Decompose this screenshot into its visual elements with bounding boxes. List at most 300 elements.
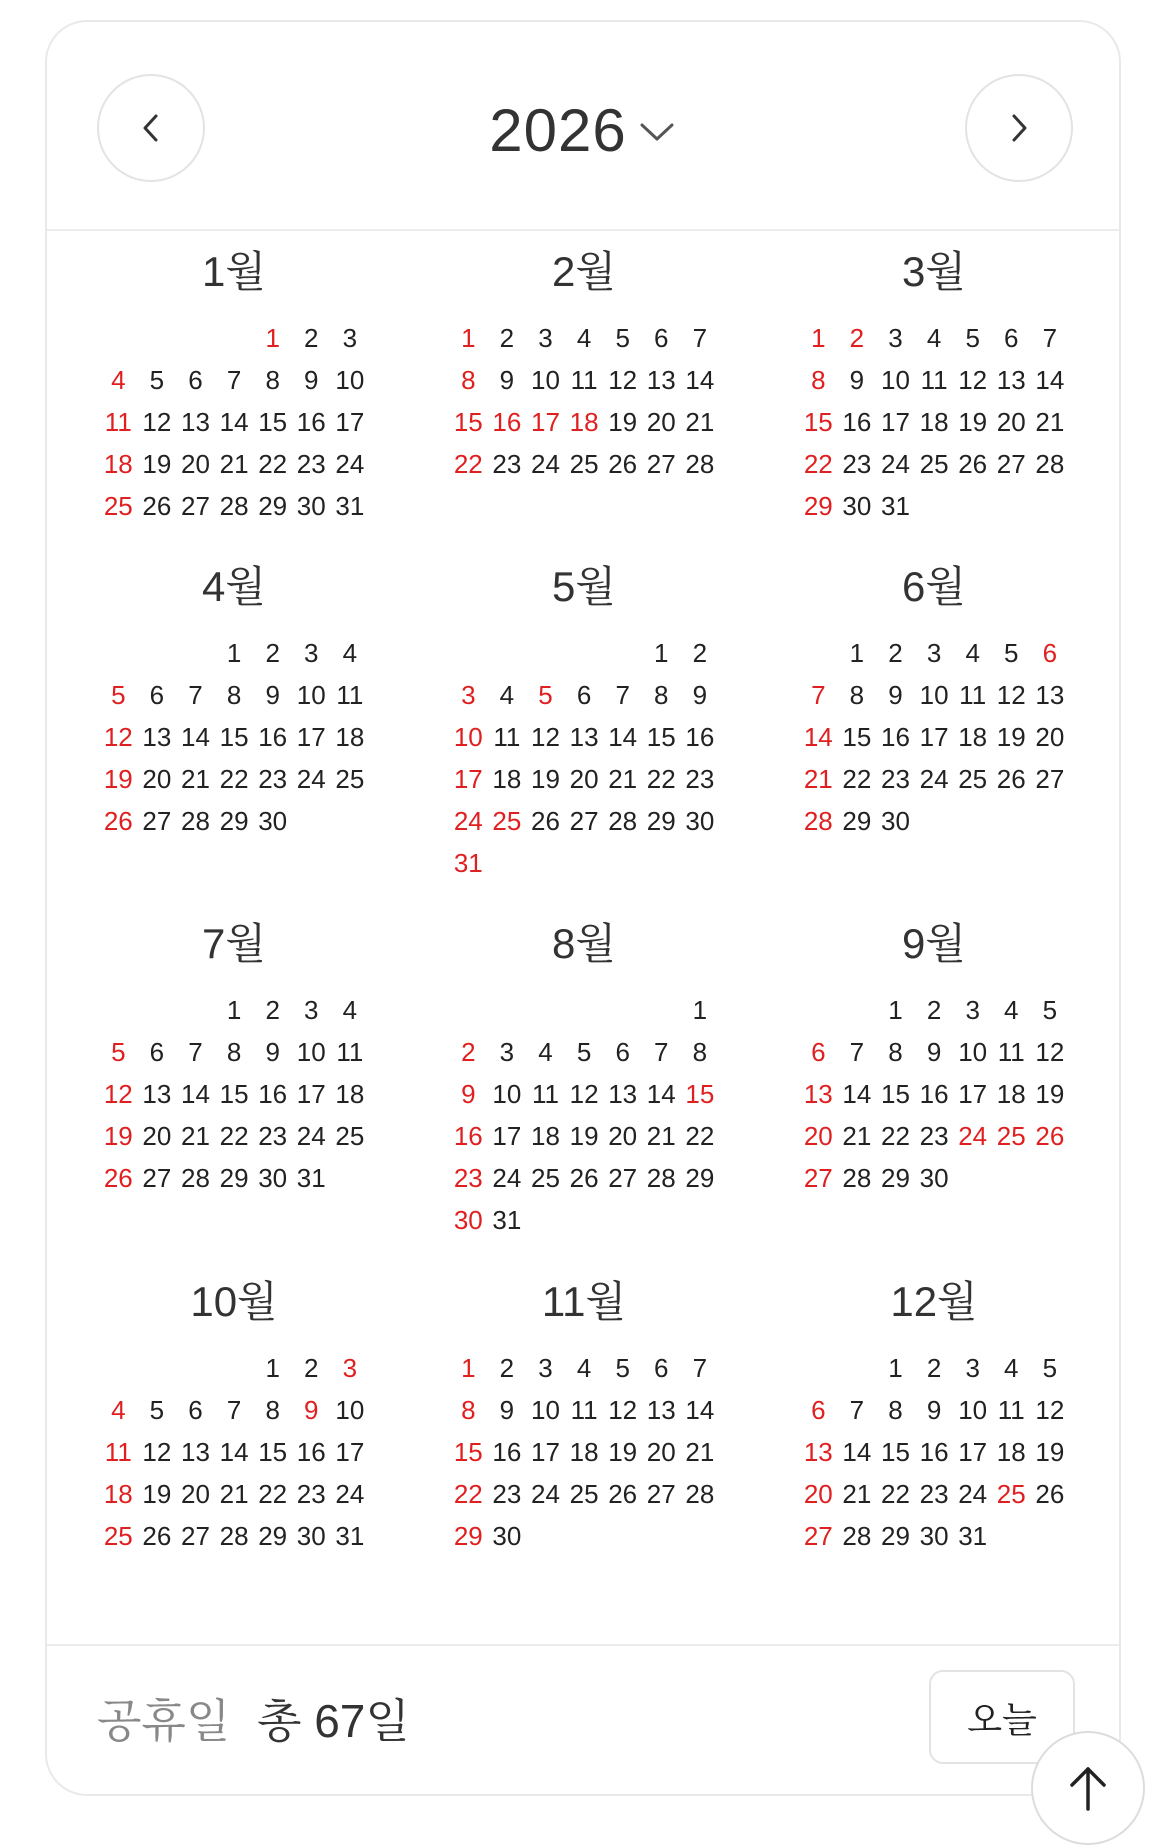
day-cell[interactable]: 16 (258, 722, 288, 752)
day-cell[interactable]: 14 (219, 407, 249, 437)
day-cell[interactable]: 4 (499, 680, 515, 710)
day-cell[interactable]: 5 (965, 323, 980, 353)
day-cell[interactable]: 3 (965, 995, 980, 1025)
day-cell[interactable]: 28 (842, 1163, 872, 1193)
day-cell[interactable]: 11 (493, 722, 521, 752)
day-cell[interactable]: 29 (842, 806, 872, 836)
day-cell[interactable]: 8 (461, 365, 476, 395)
day-cell[interactable]: 2 (304, 323, 319, 353)
day-cell[interactable]: 2 (499, 323, 515, 353)
day-cell[interactable]: 12 (1035, 1037, 1065, 1067)
day-cell[interactable]: 15 (685, 1079, 715, 1109)
day-cell[interactable]: 3 (926, 638, 942, 668)
day-cell[interactable]: 15 (842, 722, 872, 752)
day-cell[interactable]: 15 (219, 1079, 249, 1109)
day-cell[interactable]: 31 (296, 1163, 326, 1193)
day-cell[interactable]: 20 (181, 449, 210, 479)
day-cell[interactable]: 8 (849, 680, 865, 710)
day-cell[interactable]: 30 (685, 806, 715, 836)
day-cell[interactable]: 24 (958, 1121, 988, 1151)
day-cell[interactable]: 28 (608, 806, 638, 836)
day-cell[interactable]: 16 (919, 1079, 949, 1109)
day-cell[interactable]: 21 (842, 1479, 872, 1509)
day-cell[interactable]: 2 (888, 638, 903, 668)
day-cell[interactable]: 22 (842, 764, 872, 794)
day-cell[interactable]: 24 (335, 449, 365, 479)
day-cell[interactable]: 21 (181, 1121, 210, 1151)
day-cell[interactable]: 22 (646, 764, 676, 794)
day-cell[interactable]: 12 (608, 1395, 638, 1425)
day-cell[interactable]: 19 (996, 722, 1026, 752)
day-cell[interactable]: 26 (142, 491, 172, 521)
day-cell[interactable]: 20 (803, 1479, 833, 1509)
day-cell[interactable]: 28 (181, 1163, 210, 1193)
day-cell[interactable]: 20 (646, 1437, 676, 1467)
day-cell[interactable]: 9 (849, 365, 865, 395)
day-cell[interactable]: 7 (1042, 323, 1058, 353)
day-cell[interactable]: 27 (646, 449, 676, 479)
day-cell[interactable]: 26 (608, 449, 638, 479)
day-cell[interactable]: 17 (492, 1121, 522, 1151)
day-cell[interactable]: 18 (335, 1079, 365, 1109)
day-cell[interactable]: 12 (531, 722, 560, 752)
day-cell[interactable]: 23 (881, 764, 910, 794)
day-cell[interactable]: 21 (842, 1121, 872, 1151)
day-cell[interactable]: 10 (881, 365, 910, 395)
day-cell[interactable]: 6 (654, 1353, 669, 1383)
day-cell[interactable]: 16 (842, 407, 872, 437)
day-cell[interactable]: 14 (181, 1079, 210, 1109)
day-cell[interactable]: 9 (692, 680, 708, 710)
day-cell[interactable]: 29 (453, 1521, 483, 1551)
day-cell[interactable]: 17 (335, 1437, 365, 1467)
day-cell[interactable]: 5 (111, 1037, 126, 1067)
day-cell[interactable]: 31 (492, 1205, 522, 1235)
day-cell[interactable]: 9 (304, 365, 319, 395)
day-cell[interactable]: 25 (569, 449, 599, 479)
day-cell[interactable]: 8 (888, 1395, 903, 1425)
day-cell[interactable]: 13 (181, 407, 210, 437)
day-cell[interactable]: 23 (685, 764, 715, 794)
day-cell[interactable]: 7 (188, 1037, 203, 1067)
today-button[interactable]: 오늘 (929, 1670, 1075, 1764)
day-cell[interactable]: 13 (142, 722, 172, 752)
day-cell[interactable]: 5 (615, 1353, 630, 1383)
day-cell[interactable]: 30 (881, 806, 910, 836)
day-cell[interactable]: 13 (646, 365, 676, 395)
day-cell[interactable]: 6 (811, 1395, 826, 1425)
day-cell[interactable]: 18 (103, 1479, 133, 1509)
day-cell[interactable]: 17 (919, 722, 949, 752)
day-cell[interactable]: 21 (646, 1121, 676, 1151)
day-cell[interactable]: 10 (296, 1037, 326, 1067)
day-cell[interactable]: 14 (219, 1437, 249, 1467)
day-cell[interactable]: 25 (492, 806, 522, 836)
day-cell[interactable]: 12 (996, 680, 1026, 710)
day-cell[interactable]: 23 (453, 1163, 483, 1193)
day-cell[interactable]: 10 (453, 722, 483, 752)
day-cell[interactable]: 9 (304, 1395, 319, 1425)
day-cell[interactable]: 22 (881, 1479, 910, 1509)
day-cell[interactable]: 26 (103, 806, 133, 836)
day-cell[interactable]: 18 (996, 1079, 1026, 1109)
day-cell[interactable]: 26 (608, 1479, 638, 1509)
day-cell[interactable]: 11 (336, 1037, 364, 1067)
day-cell[interactable]: 15 (803, 407, 833, 437)
day-cell[interactable]: 8 (692, 1037, 708, 1067)
day-cell[interactable]: 4 (111, 1395, 126, 1425)
day-cell[interactable]: 2 (926, 995, 942, 1025)
day-cell[interactable]: 25 (919, 449, 949, 479)
day-cell[interactable]: 28 (803, 806, 833, 836)
day-cell[interactable]: 21 (219, 449, 249, 479)
day-cell[interactable]: 29 (881, 1521, 910, 1551)
day-cell[interactable]: 18 (958, 722, 988, 752)
day-cell[interactable]: 22 (258, 1479, 288, 1509)
day-cell[interactable]: 5 (1042, 995, 1058, 1025)
day-cell[interactable]: 11 (997, 1395, 1025, 1425)
year-select[interactable] (47, 80, 1119, 180)
day-cell[interactable]: 6 (188, 365, 203, 395)
day-cell[interactable]: 24 (919, 764, 949, 794)
day-cell[interactable]: 14 (646, 1079, 676, 1109)
day-cell[interactable]: 13 (142, 1079, 172, 1109)
day-cell[interactable]: 11 (920, 365, 948, 395)
day-cell[interactable]: 19 (958, 407, 988, 437)
day-cell[interactable]: 21 (219, 1479, 249, 1509)
day-cell[interactable]: 30 (492, 1521, 522, 1551)
day-cell[interactable]: 1 (265, 323, 280, 353)
day-cell[interactable]: 1 (226, 638, 242, 668)
day-cell[interactable]: 5 (576, 1037, 592, 1067)
day-cell[interactable]: 8 (226, 1037, 242, 1067)
day-cell[interactable]: 23 (919, 1479, 949, 1509)
day-cell[interactable]: 7 (615, 680, 630, 710)
day-cell[interactable]: 23 (258, 1121, 288, 1151)
day-cell[interactable]: 9 (499, 1395, 515, 1425)
day-cell[interactable]: 10 (492, 1079, 522, 1109)
day-cell[interactable]: 1 (811, 323, 826, 353)
day-cell[interactable]: 24 (492, 1163, 522, 1193)
day-cell[interactable]: 12 (103, 1079, 133, 1109)
day-cell[interactable]: 27 (996, 449, 1026, 479)
day-cell[interactable]: 10 (958, 1395, 988, 1425)
day-cell[interactable]: 4 (576, 1353, 592, 1383)
day-cell[interactable]: 6 (188, 1395, 203, 1425)
day-cell[interactable]: 11 (570, 365, 598, 395)
day-cell[interactable]: 6 (1004, 323, 1019, 353)
day-cell[interactable]: 4 (111, 365, 126, 395)
day-cell[interactable]: 10 (531, 1395, 560, 1425)
day-cell[interactable]: 2 (926, 1353, 942, 1383)
day-cell[interactable]: 25 (569, 1479, 599, 1509)
day-cell[interactable]: 13 (803, 1079, 833, 1109)
day-cell[interactable]: 19 (1035, 1079, 1065, 1109)
day-cell[interactable]: 26 (996, 764, 1026, 794)
day-cell[interactable]: 22 (803, 449, 833, 479)
day-cell[interactable]: 20 (803, 1121, 833, 1151)
day-cell[interactable]: 11 (531, 1079, 559, 1109)
day-cell[interactable]: 19 (103, 764, 133, 794)
day-cell[interactable]: 11 (959, 680, 987, 710)
day-cell[interactable]: 6 (149, 680, 165, 710)
day-cell[interactable]: 16 (919, 1437, 949, 1467)
day-cell[interactable]: 20 (646, 407, 676, 437)
day-cell[interactable]: 23 (296, 1479, 326, 1509)
day-cell[interactable]: 27 (569, 806, 599, 836)
day-cell[interactable]: 28 (646, 1163, 676, 1193)
day-cell[interactable]: 16 (492, 1437, 522, 1467)
day-cell[interactable]: 29 (646, 806, 676, 836)
day-cell[interactable]: 29 (258, 1521, 288, 1551)
day-cell[interactable]: 18 (492, 764, 522, 794)
day-cell[interactable]: 11 (570, 1395, 598, 1425)
day-cell[interactable]: 25 (958, 764, 988, 794)
day-cell[interactable]: 30 (453, 1205, 483, 1235)
day-cell[interactable]: 12 (569, 1079, 599, 1109)
day-cell[interactable]: 10 (919, 680, 949, 710)
day-cell[interactable]: 5 (538, 680, 553, 710)
day-cell[interactable]: 28 (685, 1479, 715, 1509)
day-cell[interactable]: 3 (888, 323, 903, 353)
day-cell[interactable]: 25 (103, 1521, 133, 1551)
day-cell[interactable]: 22 (219, 1121, 249, 1151)
day-cell[interactable]: 4 (342, 995, 358, 1025)
day-cell[interactable]: 7 (654, 1037, 669, 1067)
day-cell[interactable]: 20 (569, 764, 599, 794)
day-cell[interactable]: 4 (538, 1037, 553, 1067)
day-cell[interactable]: 2 (849, 323, 865, 353)
day-cell[interactable]: 3 (538, 1353, 553, 1383)
day-cell[interactable]: 9 (926, 1037, 942, 1067)
day-cell[interactable]: 22 (453, 1479, 483, 1509)
day-cell[interactable]: 8 (461, 1395, 476, 1425)
day-cell[interactable]: 27 (608, 1163, 638, 1193)
scroll-top-button[interactable] (1031, 1731, 1145, 1845)
day-cell[interactable]: 13 (569, 722, 599, 752)
day-cell[interactable]: 17 (958, 1437, 988, 1467)
day-cell[interactable]: 13 (646, 1395, 676, 1425)
day-cell[interactable]: 7 (849, 1395, 865, 1425)
day-cell[interactable]: 10 (958, 1037, 988, 1067)
day-cell[interactable]: 1 (461, 323, 476, 353)
day-cell[interactable]: 2 (304, 1353, 319, 1383)
day-cell[interactable]: 18 (335, 722, 365, 752)
day-cell[interactable]: 2 (461, 1037, 476, 1067)
day-cell[interactable]: 22 (258, 449, 288, 479)
day-cell[interactable]: 13 (803, 1437, 833, 1467)
day-cell[interactable]: 13 (996, 365, 1026, 395)
day-cell[interactable]: 15 (258, 1437, 288, 1467)
day-cell[interactable]: 17 (531, 1437, 560, 1467)
day-cell[interactable]: 30 (919, 1521, 949, 1551)
day-cell[interactable]: 3 (538, 323, 553, 353)
day-cell[interactable]: 17 (881, 407, 910, 437)
day-cell[interactable]: 31 (881, 491, 910, 521)
day-cell[interactable]: 28 (181, 806, 210, 836)
day-cell[interactable]: 25 (996, 1121, 1026, 1151)
day-cell[interactable]: 15 (881, 1079, 910, 1109)
day-cell[interactable]: 18 (531, 1121, 560, 1151)
day-cell[interactable]: 7 (811, 680, 826, 710)
day-cell[interactable]: 27 (803, 1521, 833, 1551)
day-cell[interactable]: 21 (1035, 407, 1065, 437)
day-cell[interactable]: 4 (965, 638, 980, 668)
day-cell[interactable]: 24 (531, 1479, 560, 1509)
day-cell[interactable]: 30 (296, 491, 326, 521)
day-cell[interactable]: 2 (692, 638, 708, 668)
day-cell[interactable]: 26 (1035, 1479, 1065, 1509)
day-cell[interactable]: 27 (181, 1521, 210, 1551)
day-cell[interactable]: 18 (569, 1437, 599, 1467)
day-cell[interactable]: 20 (181, 1479, 210, 1509)
day-cell[interactable]: 25 (531, 1163, 560, 1193)
day-cell[interactable]: 12 (142, 1437, 172, 1467)
day-cell[interactable]: 23 (258, 764, 288, 794)
day-cell[interactable]: 5 (1042, 1353, 1058, 1383)
day-cell[interactable]: 21 (685, 407, 715, 437)
day-cell[interactable]: 17 (531, 407, 560, 437)
day-cell[interactable]: 18 (103, 449, 133, 479)
day-cell[interactable]: 14 (803, 722, 833, 752)
day-cell[interactable]: 1 (654, 638, 669, 668)
day-cell[interactable]: 29 (685, 1163, 715, 1193)
day-cell[interactable]: 23 (842, 449, 872, 479)
day-cell[interactable]: 14 (1035, 365, 1065, 395)
day-cell[interactable]: 21 (803, 764, 833, 794)
day-cell[interactable]: 27 (142, 806, 172, 836)
day-cell[interactable]: 25 (335, 1121, 365, 1151)
day-cell[interactable]: 9 (926, 1395, 942, 1425)
day-cell[interactable]: 16 (685, 722, 715, 752)
day-cell[interactable]: 8 (888, 1037, 903, 1067)
day-cell[interactable]: 4 (1004, 995, 1019, 1025)
day-cell[interactable]: 19 (608, 407, 638, 437)
day-cell[interactable]: 19 (1035, 1437, 1065, 1467)
day-cell[interactable]: 17 (453, 764, 483, 794)
day-cell[interactable]: 20 (142, 1121, 172, 1151)
day-cell[interactable]: 13 (1035, 680, 1065, 710)
day-cell[interactable]: 7 (226, 365, 242, 395)
day-cell[interactable]: 2 (265, 995, 280, 1025)
day-cell[interactable]: 24 (958, 1479, 988, 1509)
day-cell[interactable]: 12 (142, 407, 172, 437)
day-cell[interactable]: 6 (149, 1037, 165, 1067)
day-cell[interactable]: 27 (646, 1479, 676, 1509)
day-cell[interactable]: 7 (188, 680, 203, 710)
day-cell[interactable]: 3 (965, 1353, 980, 1383)
day-cell[interactable]: 2 (265, 638, 280, 668)
day-cell[interactable]: 12 (1035, 1395, 1065, 1425)
day-cell[interactable]: 28 (219, 491, 249, 521)
day-cell[interactable]: 4 (576, 323, 592, 353)
day-cell[interactable]: 8 (654, 680, 669, 710)
day-cell[interactable]: 29 (219, 1163, 249, 1193)
day-cell[interactable]: 28 (1035, 449, 1065, 479)
day-cell[interactable]: 17 (958, 1079, 988, 1109)
day-cell[interactable]: 25 (996, 1479, 1026, 1509)
day-cell[interactable]: 7 (226, 1395, 242, 1425)
day-cell[interactable]: 18 (919, 407, 949, 437)
day-cell[interactable]: 27 (181, 491, 210, 521)
day-cell[interactable]: 7 (692, 323, 708, 353)
day-cell[interactable]: 12 (103, 722, 133, 752)
day-cell[interactable]: 25 (335, 764, 365, 794)
next-year-button[interactable] (965, 74, 1073, 182)
day-cell[interactable]: 30 (842, 491, 872, 521)
day-cell[interactable]: 30 (919, 1163, 949, 1193)
day-cell[interactable]: 24 (296, 764, 326, 794)
day-cell[interactable]: 10 (296, 680, 326, 710)
day-cell[interactable]: 22 (219, 764, 249, 794)
day-cell[interactable]: 26 (142, 1521, 172, 1551)
day-cell[interactable]: 26 (531, 806, 560, 836)
day-cell[interactable]: 13 (181, 1437, 210, 1467)
day-cell[interactable]: 31 (453, 848, 483, 878)
day-cell[interactable]: 14 (181, 722, 210, 752)
day-cell[interactable]: 17 (296, 722, 326, 752)
day-cell[interactable]: 10 (335, 365, 365, 395)
day-cell[interactable]: 30 (296, 1521, 326, 1551)
day-cell[interactable]: 28 (219, 1521, 249, 1551)
day-cell[interactable]: 24 (296, 1121, 326, 1151)
day-cell[interactable]: 16 (296, 1437, 326, 1467)
day-cell[interactable]: 27 (1035, 764, 1065, 794)
day-cell[interactable]: 20 (608, 1121, 638, 1151)
day-cell[interactable]: 19 (569, 1121, 599, 1151)
day-cell[interactable]: 25 (103, 491, 133, 521)
day-cell[interactable]: 15 (453, 407, 483, 437)
day-cell[interactable]: 2 (499, 1353, 515, 1383)
day-cell[interactable]: 26 (958, 449, 988, 479)
day-cell[interactable]: 5 (149, 365, 165, 395)
day-cell[interactable]: 5 (149, 1395, 165, 1425)
day-cell[interactable]: 1 (265, 1353, 280, 1383)
day-cell[interactable]: 17 (335, 407, 365, 437)
day-cell[interactable]: 1 (461, 1353, 476, 1383)
day-cell[interactable]: 29 (803, 491, 833, 521)
day-cell[interactable]: 20 (142, 764, 172, 794)
day-cell[interactable]: 19 (142, 449, 172, 479)
day-cell[interactable]: 29 (258, 491, 288, 521)
day-cell[interactable]: 24 (531, 449, 560, 479)
day-cell[interactable]: 10 (335, 1395, 365, 1425)
day-cell[interactable]: 1 (226, 995, 242, 1025)
day-cell[interactable]: 18 (569, 407, 599, 437)
day-cell[interactable]: 11 (997, 1037, 1025, 1067)
day-cell[interactable]: 20 (996, 407, 1026, 437)
day-cell[interactable]: 8 (226, 680, 242, 710)
day-cell[interactable]: 26 (103, 1163, 133, 1193)
day-cell[interactable]: 27 (803, 1163, 833, 1193)
day-cell[interactable]: 11 (104, 407, 132, 437)
day-cell[interactable]: 28 (842, 1521, 872, 1551)
day-cell[interactable]: 16 (296, 407, 326, 437)
day-cell[interactable]: 4 (342, 638, 358, 668)
day-cell[interactable]: 31 (335, 1521, 365, 1551)
day-cell[interactable]: 26 (1035, 1121, 1065, 1151)
day-cell[interactable]: 12 (958, 365, 988, 395)
day-cell[interactable]: 11 (336, 680, 364, 710)
day-cell[interactable]: 6 (1042, 638, 1058, 668)
day-cell[interactable]: 23 (919, 1121, 949, 1151)
day-cell[interactable]: 11 (104, 1437, 132, 1467)
day-cell[interactable]: 22 (453, 449, 483, 479)
day-cell[interactable]: 5 (615, 323, 630, 353)
day-cell[interactable]: 9 (461, 1079, 476, 1109)
day-cell[interactable]: 9 (499, 365, 515, 395)
day-cell[interactable]: 24 (335, 1479, 365, 1509)
